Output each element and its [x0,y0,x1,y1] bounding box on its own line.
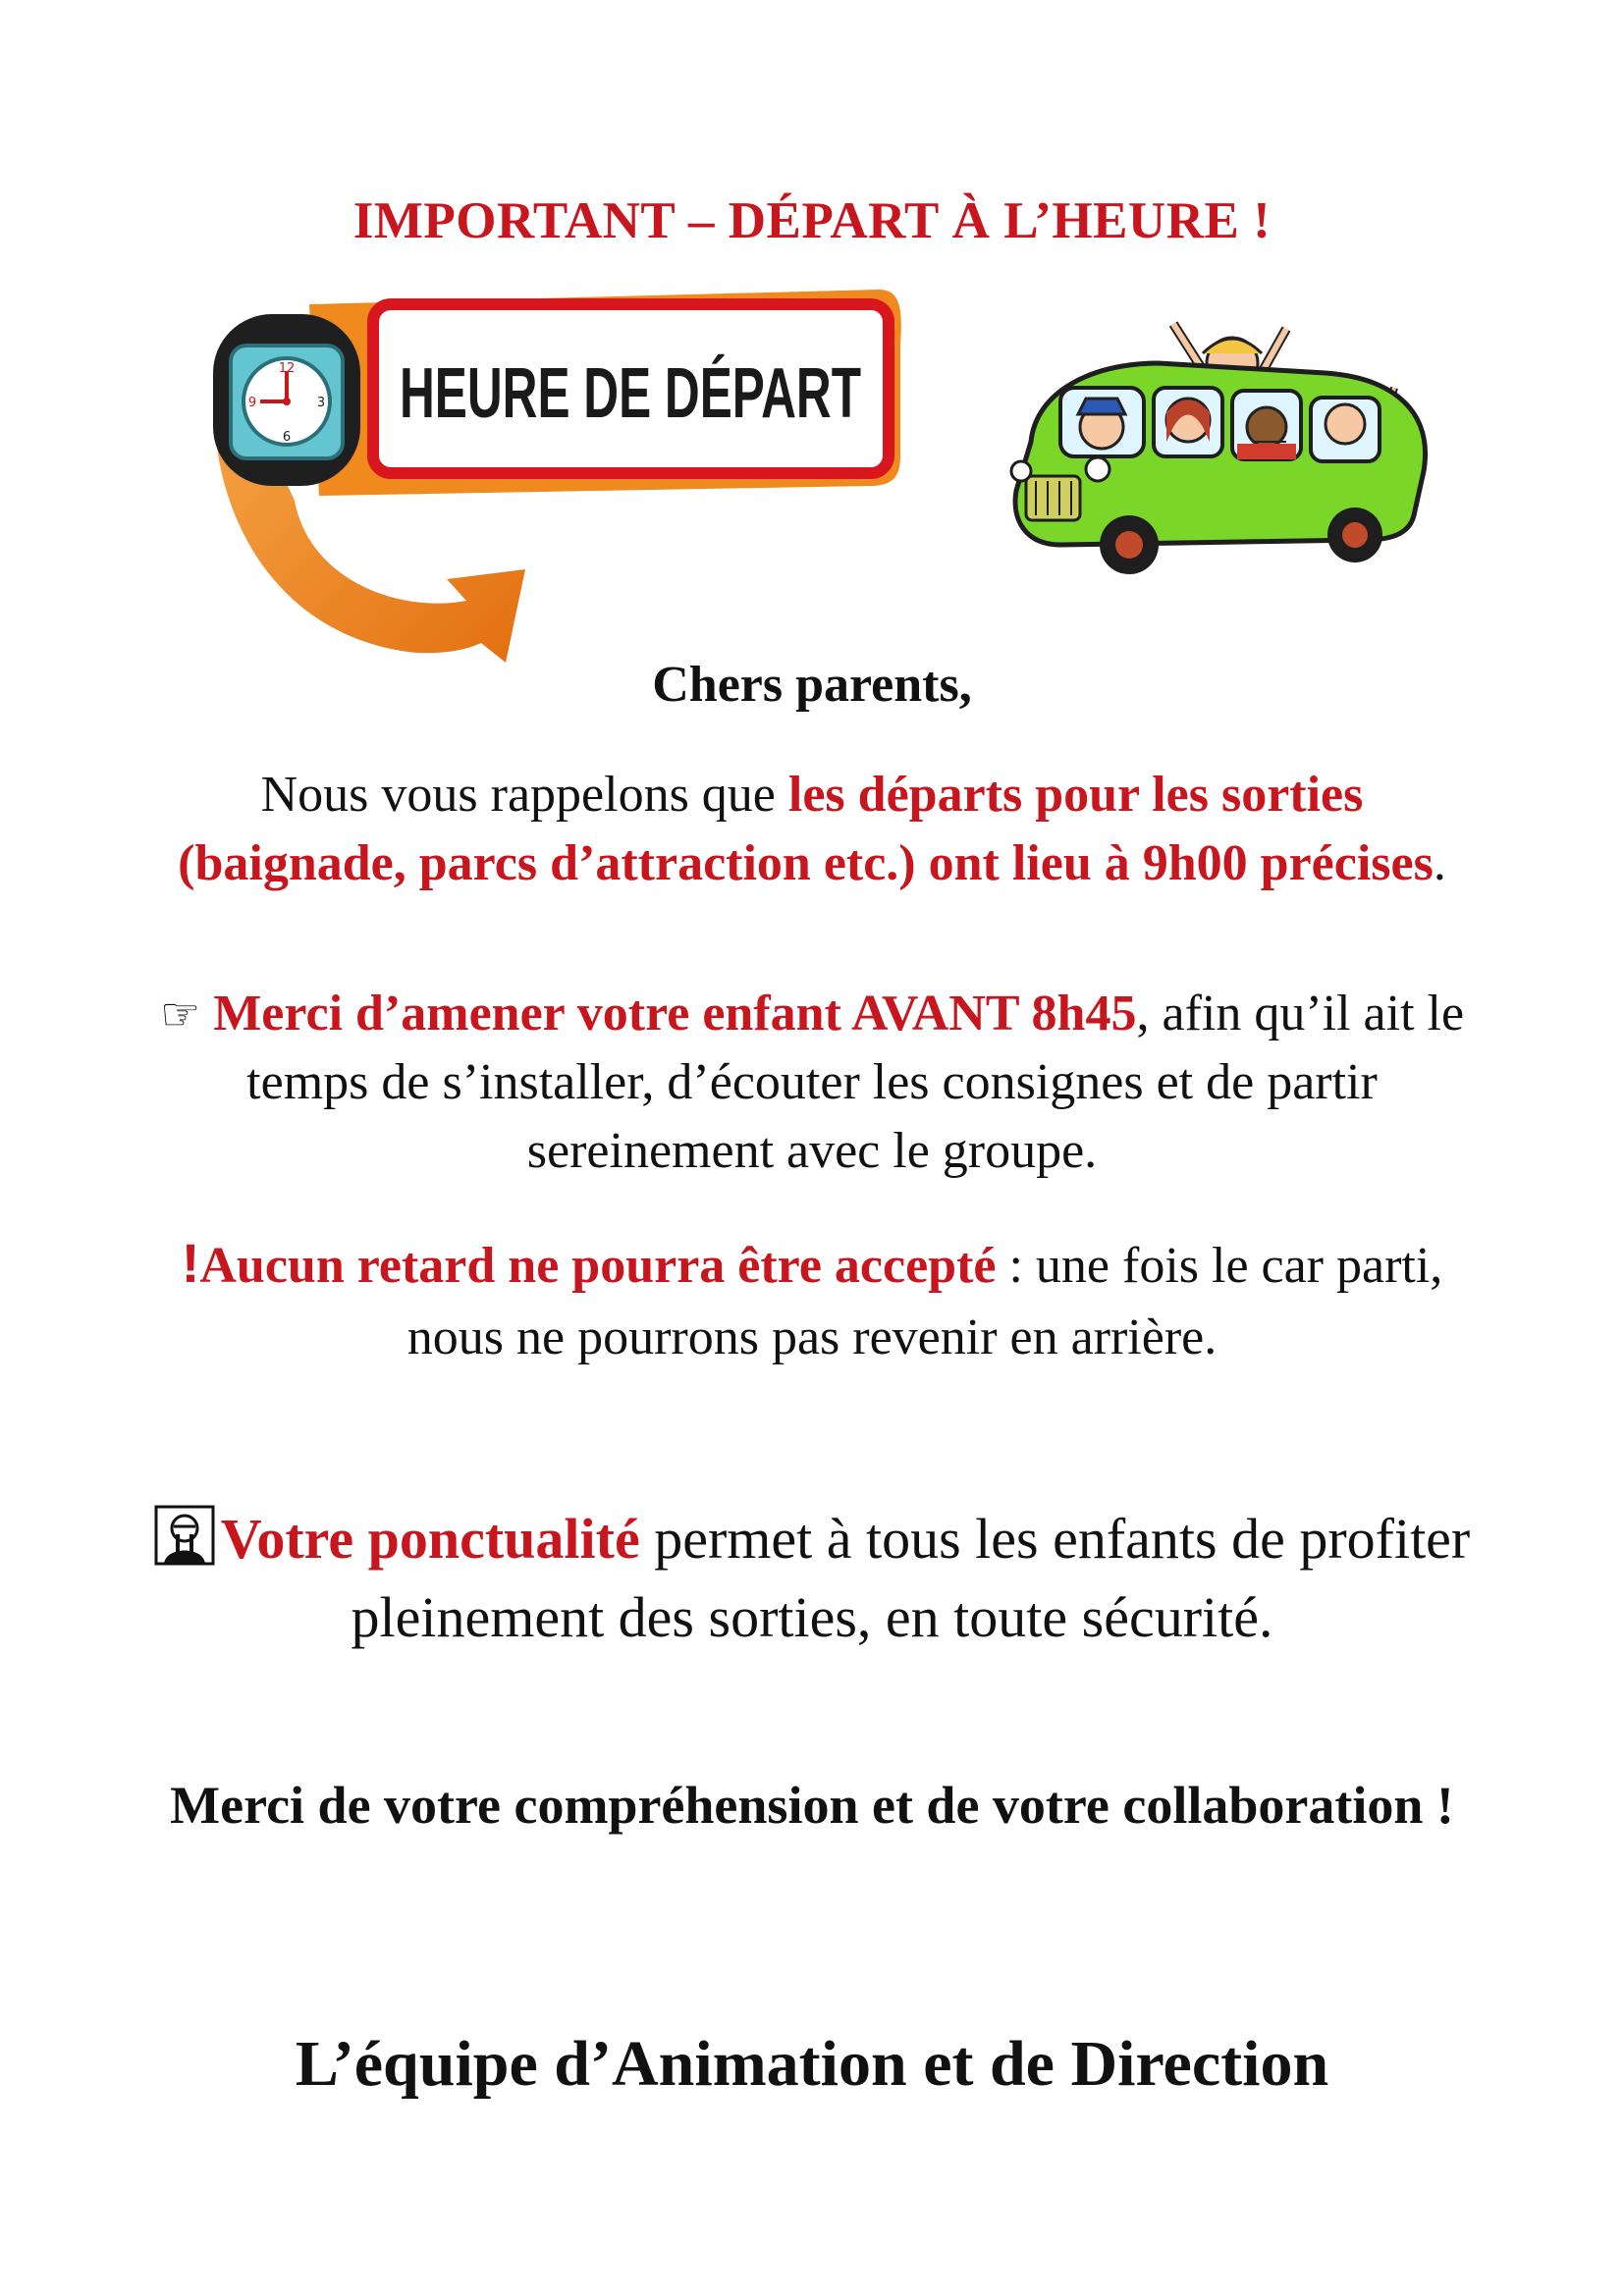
svg-text:3: 3 [316,396,326,410]
sign-text: HEURE DE DÉPART [400,354,862,433]
paragraph-no-delay: !Aucun retard ne pourra être accepté : une fois le car parti, nous ne pourrons pas revenir en arrière. [181,1232,1443,1365]
paragraph-punctuality: Votre ponctualité permet à tous les enfants de profiter pleinement des sorties, en toute sécurité. [147,1500,1477,1657]
punctuality-highlight: Votre ponctualité [220,1507,640,1571]
departure-time-banner [201,285,903,663]
svg-text:6: 6 [282,430,292,445]
svg-text:9: 9 [247,396,257,410]
school-bus-icon [1001,304,1443,589]
departure-time-highlight: les départs pour les sorties (baignade, parcs d’attraction etc.) ont lieu à 9h00 précises [178,767,1434,891]
pointing-hand-icon: ☞ [159,988,201,1041]
greeting: Chers parents, [652,657,972,713]
signature: L’équipe d’Animation et de Direction [295,2028,1329,2100]
exclamation-icon: ! [181,1232,200,1294]
person-icon [154,1505,215,1566]
arrival-time-highlight: Merci d’amener votre enfant AVANT 8h45 [213,986,1137,1041]
clock-icon [213,314,360,486]
page-title: IMPORTANT – DÉPART À L’HEURE ! [352,192,1272,249]
svg-text:12: 12 [278,361,296,376]
no-delay-highlight: Aucun retard ne pourra être accepté [199,1238,997,1294]
paragraph-departure-time: Nous vous rappelons que les départs pour les sorties (baignade, parcs d’attraction etc.) ont lieu à 9h00 précises. [178,767,1446,891]
thanks-text: Merci de votre compréhension et de votre collaboration ! [170,1776,1454,1835]
paragraph-arrival-time: ☞ Merci d’amener votre enfant AVANT 8h45, afin qu’il ait le temps de s’installer, d’écouter les consignes et de partir sereinement avec le groupe. [159,986,1465,1179]
